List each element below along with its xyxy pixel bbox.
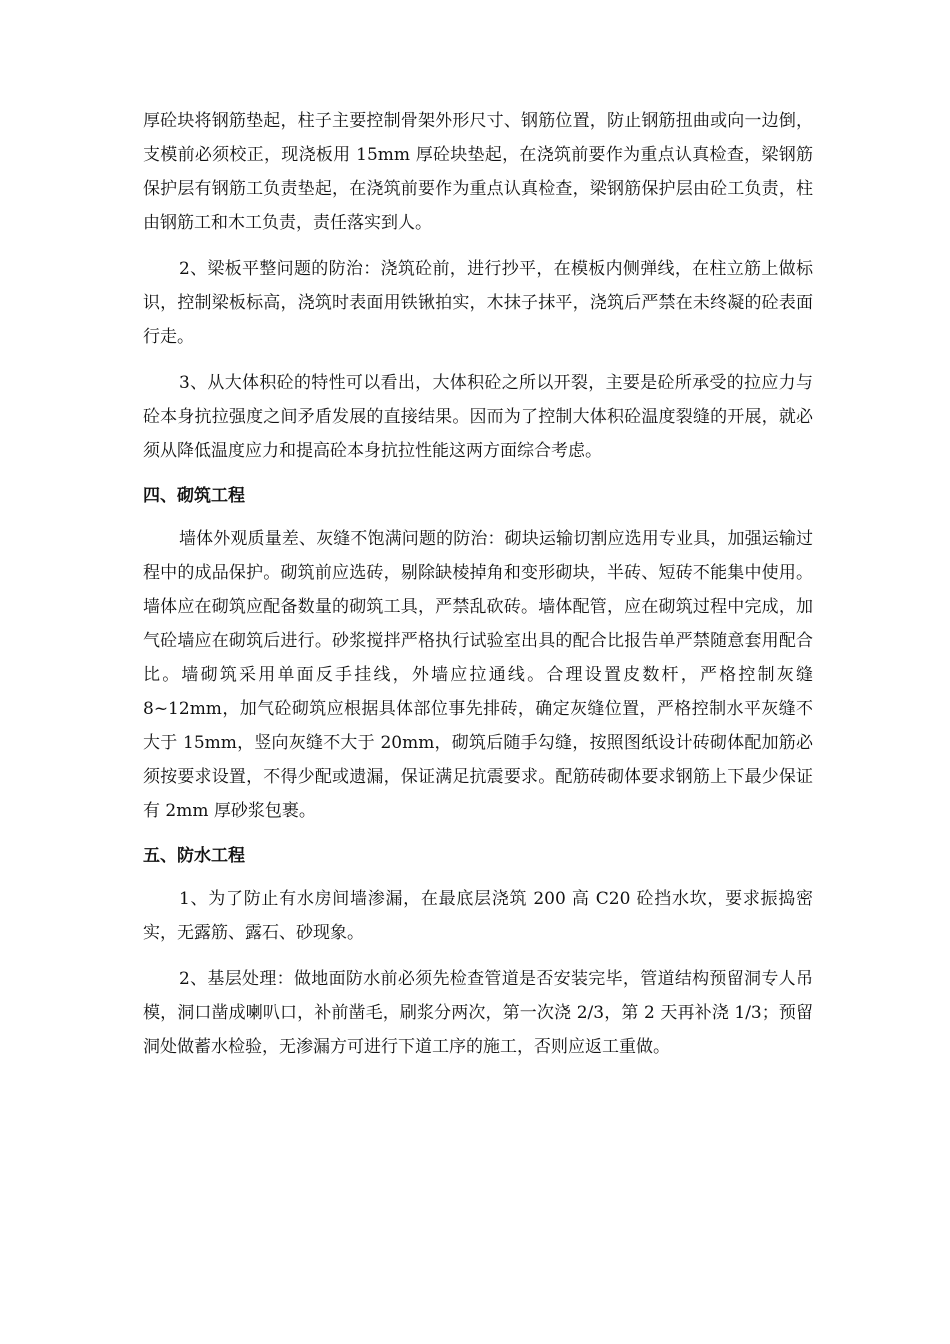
paragraph-mass-concrete: 3、从大体积砼的特性可以看出，大体积砼之所以开裂，主要是砼所承受的拉应力与砼本身抗拉强度之间矛盾发展的直接结果。因而为了控制大体积砼温度裂缝的开展，就必须从降低温度应力和提高砼本身抗拉性能这两方面综合考虑。 (143, 373, 813, 461)
paragraph-rebar-support: 厚砼块将钢筋垫起，柱子主要控制骨架外形尺寸、钢筋位置，防止钢筋扭曲或向一边倒，支模前必须校正，现浇板用 15mm 厚砼块垫起，在浇筑前要作为重点认真检查，梁钢筋保护层有钢筋工负责垫起，在浇筑前要作为重点认真检查，梁钢筋保护层由砼工负责，柱由钢筋工和木工负责，责任落实到人。 (143, 111, 813, 233)
paragraph-water-curb: 1、为了防止有水房间墙渗漏，在最底层浇筑 200 高 C20 砼挡水坎，要求振捣密实，无露筋、露石、砂现象。 (143, 889, 813, 943)
section-heading-waterproofing: 五、防水工程 (143, 846, 245, 866)
section-heading-masonry: 四、砌筑工程 (143, 486, 245, 506)
paragraph-masonry-quality: 墙体外观质量差、灰缝不饱满问题的防治：砌块运输切割应选用专业具，加强运输过程中的成品保护。砌筑前应选砖，剔除缺棱掉角和变形砌块，半砖、短砖不能集中使用。墙体应在砌筑应配备数量的砌筑工具，严禁乱砍砖。墙体配管，应在砌筑过程中完成，加气砼墙应在砌筑后进行。砂浆搅拌严格执行试验室出具的配合比报告单严禁随意套用配合比。墙砌筑采用单面反手挂线，外墙应拉通线。合理设置皮数杆，严格控制灰缝 8~12mm，加气砼砌筑应根据具体部位事先排砖，确定灰缝位置，严格控制水平灰缝不大于 15mm，竖向灰缝不大于 20mm，砌筑后随手勾缝，按照图纸设计砖砌体配加筋必须按要求设置，不得少配或遗漏，保证满足抗震要求。配筋砖砌体要求钢筋上下最少保证有 2mm 厚砂浆包裹。 (143, 529, 813, 821)
paragraph-base-treatment: 2、基层处理：做地面防水前必须先检查管道是否安装完毕，管道结构预留洞专人吊模，洞口凿成喇叭口，补前凿毛，刷浆分两次，第一次浇 2/3，第 2 天再补浇 1/3；预留洞处做蓄水检验，无渗漏方可进行下道工序的施工，否则应返工重做。 (143, 969, 813, 1057)
document-body (143, 104, 813, 1076)
paragraph-slab-flatness: 2、梁板平整问题的防治：浇筑砼前，进行抄平，在模板内侧弹线，在柱立筋上做标识，控制梁板标高，浇筑时表面用铁锹拍实，木抹子抹平，浇筑后严禁在未终凝的砼表面行走。 (143, 259, 813, 347)
